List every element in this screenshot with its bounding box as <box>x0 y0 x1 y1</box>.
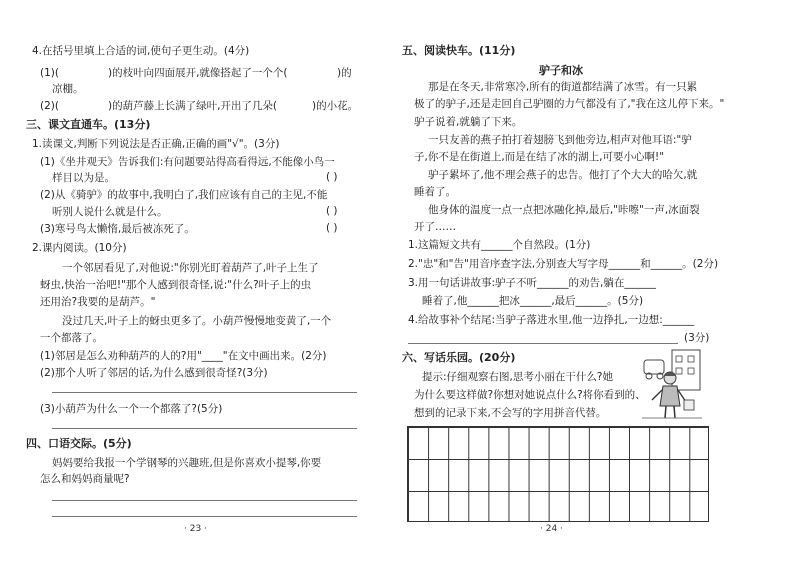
answer-line[interactable] <box>408 343 678 344</box>
q4-heading: 4.在括号里填上合适的词,使句子更生动。(4分) <box>32 45 250 57</box>
judge-item-1: (1)《坐井观天》告诉我们:有问题要站得高看得远,不能像小鸟一 <box>40 156 335 168</box>
section4-heading: 四、口语交际。(5分) <box>26 437 132 450</box>
oral-prompt-line-1: 妈妈要给我报一个学钢琴的兴趣班,但是你喜欢小提琴,你要 <box>52 457 322 469</box>
reading-q1: 1.这篇短文共有______个自然段。(1分) <box>408 239 591 251</box>
reading-q3: 3.用一句话讲故事:驴子不听______的劝告,躺在______ <box>408 277 656 289</box>
writing-hint-line-1: 提示:仔细观察右图,思考小丽在干什么?她 <box>422 371 613 383</box>
reading-q3-cont: 睡着了,他______把冰______,最后______。(5分) <box>422 295 644 307</box>
q4-s2-start: (2)( <box>40 100 59 112</box>
story-line-9: 开了…… <box>414 221 456 233</box>
page-number: · 23 · <box>184 524 207 534</box>
writing-grid[interactable] <box>407 426 709 522</box>
q4-s1-cont: 凉棚。 <box>52 83 84 95</box>
q4-s1-end: )的 <box>337 67 352 79</box>
passage-line-1: 一个邻居看见了,对他说:"你别光盯着葫芦了,叶子上生了 <box>62 262 319 274</box>
answer-line[interactable] <box>52 500 357 501</box>
judge-item-2: (2)从《骑驴》的故事中,我明白了,我们应该有自己的主见,不能 <box>40 189 328 201</box>
q4-s2-end: )的小花。 <box>312 100 359 112</box>
writing-hint-line-2: 为什么要这样做?你想对她说点什么?将你看到的、 <box>414 389 646 401</box>
reading-q1: (1)邻居是怎么劝种葫芦的人的?用"____"在文中画出来。(2分) <box>40 350 327 362</box>
judge-heading: 1.读课文,判断下列说法是否正确,正确的画"√"。(3分) <box>32 138 280 150</box>
judge-item-1-cont: 样目以为是。 <box>52 172 115 184</box>
reading-q2: 2."忠"和"告"用音序查字法,分别查大写字母______和______。(2分) <box>408 258 719 270</box>
q4-s1-middle: )的枝叶向四面展开,就像搭起了一个个( <box>108 67 288 79</box>
answer-line[interactable] <box>52 392 357 393</box>
answer-line[interactable] <box>52 516 357 517</box>
reading-q4: 4.给故事补个结尾:当驴子落进水里,他一边挣扎,一边想:______ <box>408 314 695 326</box>
section5-heading: 五、阅读快车。(11分) <box>402 44 516 57</box>
reading-q4-points: (3分) <box>684 332 710 344</box>
q4-s1-start: (1)( <box>40 67 59 79</box>
answer-line[interactable] <box>52 428 357 429</box>
page-number: · 24 · <box>540 524 563 534</box>
answer-paren-3[interactable]: ( ) <box>326 222 338 234</box>
section3-heading: 三、课文直通车。(13分) <box>26 118 151 131</box>
passage-line-5: 一个都落了。 <box>40 332 103 344</box>
passage-line-4: 没过几天,叶子上的蚜虫更多了。小葫芦慢慢地变黄了,一个 <box>62 315 332 327</box>
story-line-6: 驴子累坏了,他不理会燕子的忠告。他打了个大大的哈欠,就 <box>428 169 698 181</box>
q4-s2-middle: )的葫芦藤上长满了绿叶,开出了几朵( <box>108 100 278 112</box>
passage-line-2: 蚜虫,快治一治吧!"那个人感到很奇怪,说:"什么?叶子上的虫 <box>40 279 312 291</box>
story-line-4: 一只友善的燕子拍打着翅膀飞到他旁边,相声对他耳语:"驴 <box>428 134 692 146</box>
story-title: 驴子和冰 <box>539 64 583 77</box>
story-line-5: 子,你不是在街道上,而是在结了冰的湖上,可要小心啊!" <box>414 151 665 163</box>
passage-line-3: 还用治?我要的是葫芦。" <box>40 296 156 308</box>
reading-heading: 2.课内阅读。(10分) <box>32 242 127 254</box>
story-line-7: 睡着了。 <box>414 186 456 198</box>
reading-q2: (2)那个人听了邻居的话,为什么感到很奇怪?(3分) <box>40 367 268 379</box>
story-line-3: 驴子说着,就躺了下来。 <box>414 116 523 128</box>
story-line-8: 他身体的温度一点一点把冰融化掉,最后,"咔嚓"一声,冰面裂 <box>428 204 700 216</box>
oral-prompt-line-2: 怎么和妈妈商量呢? <box>40 473 130 485</box>
answer-paren-2[interactable]: ( ) <box>326 205 338 217</box>
writing-hint-line-3: 想到的记录下来,不会写的字用拼音代替。 <box>414 407 607 419</box>
judge-item-2-cont: 听别人说什么就是什么。 <box>52 206 168 218</box>
section6-heading: 六、写话乐园。(20分) <box>402 351 516 364</box>
answer-paren-1[interactable]: ( ) <box>326 171 338 183</box>
street-illustration <box>642 348 702 420</box>
story-line-2: 极了的驴子,还是走回自己驴圈的力气都没有了,"我在这儿停下来。" <box>414 98 725 110</box>
judge-item-3: (3)寒号鸟太懒惰,最后被冻死了。 <box>40 223 195 235</box>
story-line-1: 那是在冬天,非常寒冷,所有的街道都结满了冰雪。有一只累 <box>428 81 698 93</box>
reading-q3: (3)小葫芦为什么一个一个都落了?(5分) <box>40 403 223 415</box>
